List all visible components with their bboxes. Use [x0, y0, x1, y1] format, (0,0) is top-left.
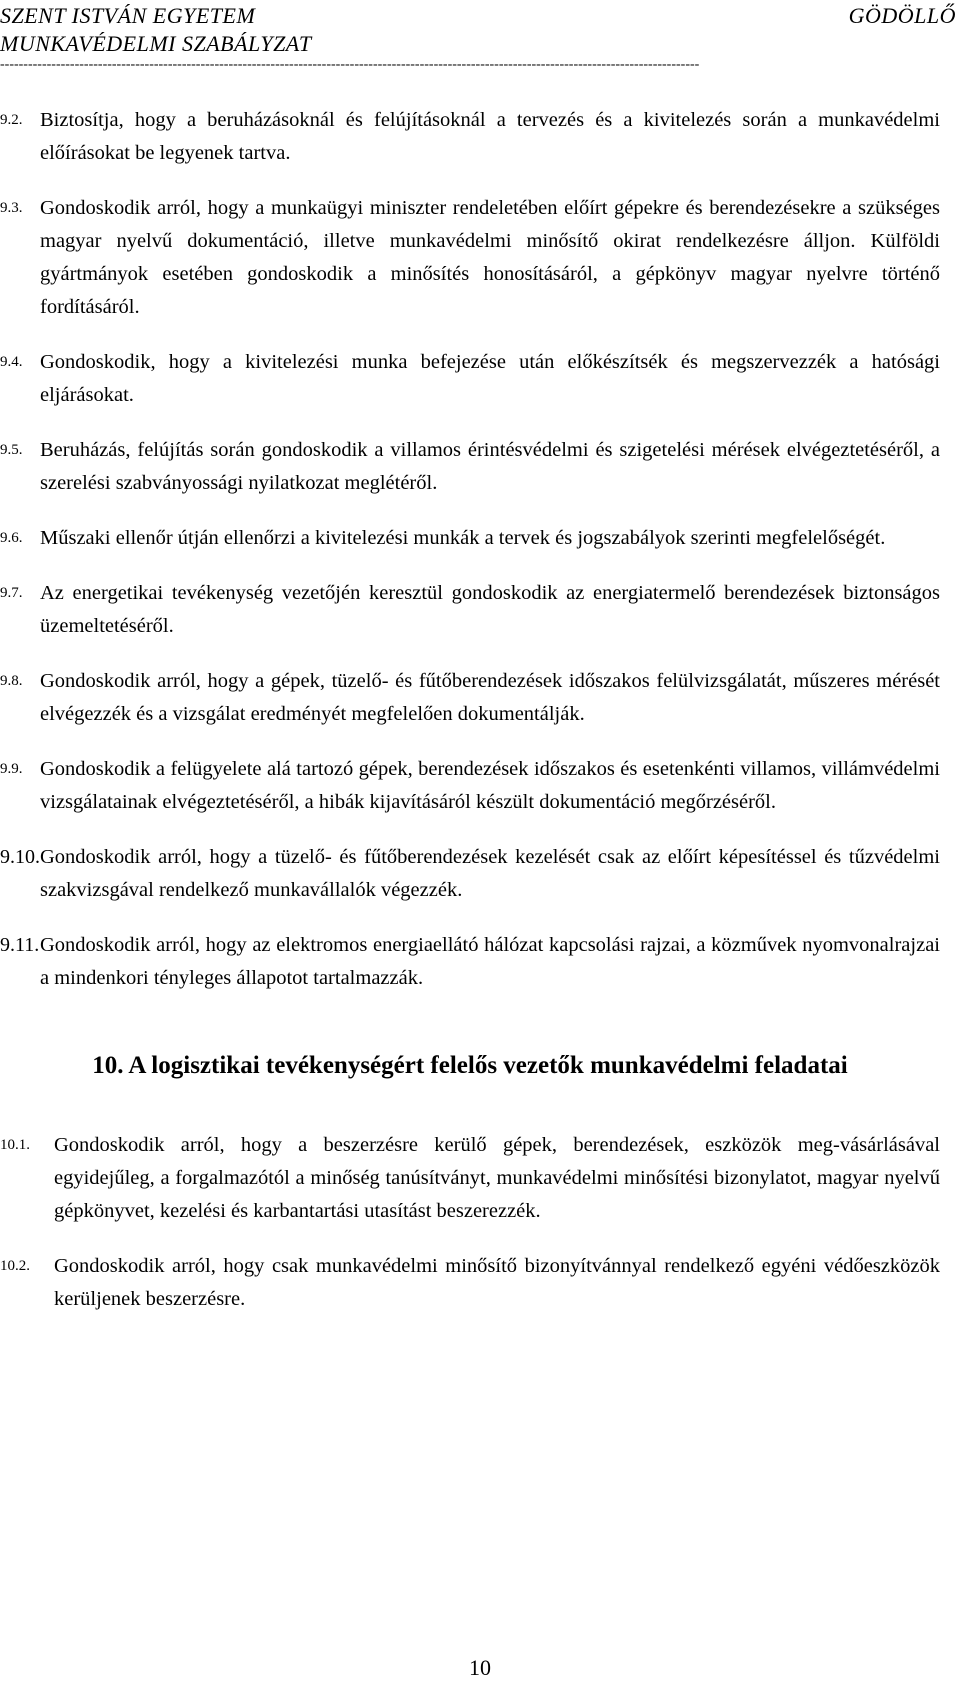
item-number: 9.6.: [0, 530, 23, 546]
list-item: [0, 1129, 940, 1228]
item-text: Gondoskodik arról, hogy az elektromos energiaellátó hálózat kapcsolási rajzai, a közművek nyomvonalrajzai a mindenkori tényleges állapotot tartalmazzák.: [40, 934, 940, 989]
item-text: Beruházás, felújítás során gondoskodik a villamos érintésvédelmi és szigetelési mérések elvégeztetéséről, a szerelési szabványossági nyilatkozat meglétéről.: [40, 439, 940, 494]
item-text: Az energetikai tevékenység vezetőjén keresztül gondoskodik az energiatermelő berendezések biztonságos üzemeltetéséről.: [40, 582, 940, 637]
item-number: 9.11.: [0, 934, 40, 956]
list-item: [0, 346, 940, 412]
header-divider: ------------------------------------------------------------------------------------------------------------------------------------------------------: [0, 58, 700, 72]
item-number: 9.7.: [0, 585, 23, 601]
item-number: 9.5.: [0, 442, 23, 458]
item-text: Gondoskodik arról, hogy a munkaügyi miniszter rendeletében előírt gépekre és berendezésekre a szükséges magyar nyelvű dokumentáció, illetve munkavédelmi minősítő okirat rendelkezésre álljon. Külföldi gyártmányok esetében gondoskodik a minősítés honosításáról, a gépkönyv magyar nyelvre történő fordításáról.: [40, 197, 940, 318]
item-text: Gondoskodik arról, hogy a beszerzésre kerülő gépek, berendezések, eszközök meg-vásárlásával egyidejűleg, a forgalmazótól a minőség tanúsítványt, munkavédelmi minősítési bizonylatot, magyar nyelvű gépkönyvet, kezelési és karbantartási utasítást beszerezzék.: [54, 1134, 940, 1222]
item-text: Biztosítja, hogy a beruházásoknál és felújításoknál a tervezés és a kivitelezés során a munkavédelmi előírásokat be legyenek tartva.: [40, 109, 940, 164]
item-text: Gondoskodik a felügyelete alá tartozó gépek, berendezések időszakos és esetenkénti villamos, villámvédelmi vizsgálatainak elvégeztetéséről, a hibák kijavításáról készült dokumentáció megőrzéséről.: [40, 758, 940, 813]
list-item: [0, 841, 940, 907]
list-item: [0, 665, 940, 731]
document-body: [0, 104, 940, 1338]
list-item: [0, 192, 940, 324]
page-header: [0, 0, 960, 80]
list-item: [0, 522, 940, 555]
item-text: Gondoskodik arról, hogy csak munkavédelmi minősítő bizonyítvánnyal rendelkező egyéni védőeszközök kerüljenek beszerzésre.: [54, 1255, 940, 1310]
item-number: 10.1.: [0, 1137, 30, 1153]
list-item: [0, 104, 940, 170]
item-text: Gondoskodik arról, hogy a tüzelő- és fűtőberendezések kezelését csak az előírt képesítéssel és tűzvédelmi szakvizsgával rendelkező munkavállalók végezzék.: [40, 846, 940, 901]
page-number: 10: [469, 1655, 491, 1680]
item-number: 9.9.: [0, 761, 23, 777]
item-text: Gondoskodik arról, hogy a gépek, tüzelő- és fűtőberendezések időszakos felülvizsgálatát, műszeres mérését elvégezzék és a vizsgálat eredményét megfelelően dokumentálják.: [40, 670, 940, 725]
section-heading: 10. A logisztikai tevékenységért felelős vezetők munkavédelmi feladatai: [92, 1052, 848, 1079]
university-name: SZENT ISTVÁN EGYETEM: [0, 3, 256, 28]
item-number: 9.2.: [0, 112, 23, 128]
item-number: 9.8.: [0, 673, 23, 689]
city-name: GÖDÖLLŐ: [848, 3, 956, 28]
list-item: [0, 929, 940, 995]
list-item: [0, 577, 940, 643]
list-item: [0, 434, 940, 500]
document-name: MUNKAVÉDELMI SZABÁLYZAT: [0, 31, 312, 56]
list-item: [0, 753, 940, 819]
item-text: Műszaki ellenőr útján ellenőrzi a kivitelezési munkák a tervek és jogszabályok szerinti megfelelőségét.: [40, 527, 886, 549]
item-number: 9.3.: [0, 200, 23, 216]
item-number: 10.2.: [0, 1258, 30, 1274]
item-text: Gondoskodik, hogy a kivitelezési munka befejezése után előkészítsék és megszervezzék a hatósági eljárásokat.: [40, 351, 940, 406]
item-number: 9.10.: [0, 846, 40, 868]
list-item: [0, 1250, 940, 1316]
item-number: 9.4.: [0, 354, 23, 370]
